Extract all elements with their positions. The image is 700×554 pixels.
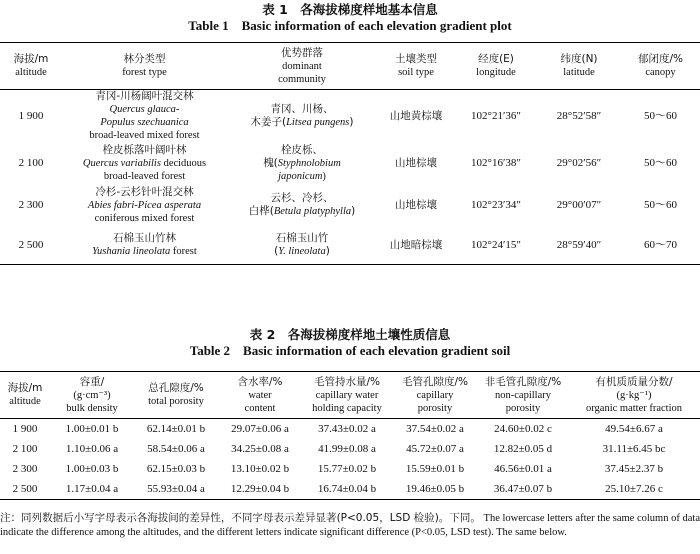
bulk-density-cell: 1.00±0.03 b — [65, 462, 119, 475]
total-porosity-cell: 62.15±0.03 b — [146, 462, 206, 475]
forest-type-cell: 栓皮栎落叶阔叶林 Quercus variabilis deciduous broad-leaved forest — [82, 143, 207, 182]
canopy-cell: 50～60 — [644, 198, 677, 211]
table-row — [0, 226, 700, 265]
organic-matter-cell: 31.11±6.45 bc — [602, 442, 666, 455]
table-row — [0, 142, 700, 184]
forest-type-cell: 冷杉-云杉针叶混交林 Abies fabri-Picea asperata coniferous mixed forest — [87, 185, 202, 224]
capillary-water-cell: 37.43±0.02 a — [318, 422, 376, 435]
table-row — [0, 439, 700, 459]
table1-header-community: 优势群落 dominant community — [227, 43, 377, 90]
table-row — [0, 479, 700, 500]
table1-caption-en: Table 1 Basic information of each elevation gradient plot — [188, 18, 512, 33]
table2-header-capillary-water: 毛管持水量/% capillary water holding capacity — [302, 372, 392, 419]
table1-caption-cn: 表 1 各海拔梯度样地基本信息 — [262, 2, 438, 17]
total-porosity-cell: 58.54±0.06 a — [147, 442, 205, 455]
latitude-cell: 29°02′56″ — [556, 156, 602, 169]
table2-caption — [0, 327, 700, 359]
table2-header-row — [0, 372, 700, 419]
noncapillary-porosity-cell: 46.56±0.01 a — [494, 462, 552, 475]
capillary-porosity-cell: 19.46±0.05 b — [392, 479, 478, 500]
water-content-cell: 34.25±0.08 a — [231, 442, 289, 455]
altitude-cell: 2 100 — [18, 156, 44, 169]
total-porosity-cell: 55.93±0.04 a — [134, 479, 218, 500]
table1-header-longitude: 经度(E) longitude — [455, 43, 537, 90]
noncapillary-porosity-cell: 24.60±0.02 c — [494, 422, 552, 435]
table2-header-water-content: 含水率/% water content — [218, 372, 302, 419]
table2-header-altitude: 海拔/m altitude — [0, 372, 50, 419]
capillary-water-cell: 41.99±0.08 a — [318, 442, 376, 455]
table2-caption-cn: 表 2 各海拔梯度样地土壤性质信息 — [249, 327, 451, 342]
table1-header-altitude: 海拔/m altitude — [0, 43, 62, 90]
altitude-cell: 2 300 — [12, 462, 38, 475]
capillary-water-cell: 16.74±0.04 b — [302, 479, 392, 500]
table1-caption — [0, 2, 700, 34]
table1-header-forest-type: 林分类型 forest type — [62, 43, 227, 90]
soil-cell: 山地棕壤 — [395, 156, 437, 169]
table1-header-soil-type: 土壤类型 soil type — [377, 43, 455, 90]
canopy-cell: 50～60 — [644, 156, 677, 169]
table1 — [0, 42, 700, 265]
soil-cell: 山地暗棕壤 — [377, 226, 455, 265]
bulk-density-cell: 1.00±0.01 b — [65, 422, 119, 435]
longitude-cell: 102°21′36″ — [471, 109, 521, 122]
capillary-water-cell: 15.77±0.02 b — [317, 462, 377, 475]
altitude-cell: 2 500 — [0, 226, 62, 265]
altitude-cell: 2 100 — [12, 442, 38, 455]
table-row — [0, 419, 700, 440]
forest-type-cell: 石棉玉山竹林 Yushania lineolata forest — [62, 226, 227, 265]
latitude-cell: 29°00′07″ — [556, 198, 602, 211]
table2 — [0, 371, 700, 500]
longitude-cell: 102°24′15″ — [455, 226, 537, 265]
canopy-cell: 60～70 — [621, 226, 700, 265]
altitude-cell: 1 900 — [12, 422, 38, 435]
soil-cell: 山地黄棕壤 — [389, 109, 443, 122]
table1-header-row — [0, 43, 700, 90]
community-cell: 石棉玉山竹 (Y. lineolata) — [227, 226, 377, 265]
table-row — [0, 459, 700, 479]
table2-header-bulk-density: 容重/ (g·cm⁻³) bulk density — [50, 372, 134, 419]
capillary-porosity-cell: 15.59±0.01 b — [405, 462, 465, 475]
altitude-cell: 1 900 — [18, 109, 44, 122]
community-cell: 云杉、冷杉、 白桦(Betula platyphylla) — [248, 192, 356, 217]
noncapillary-porosity-cell: 36.47±0.07 b — [478, 479, 568, 500]
capillary-porosity-cell: 45.72±0.07 a — [406, 442, 464, 455]
table2-header-noncapillary-porosity: 非毛管孔隙度/% non-capillary porosity — [478, 372, 568, 419]
longitude-cell: 102°16′38″ — [471, 156, 521, 169]
table2-caption-en: Table 2 Basic information of each elevation gradient soil — [189, 343, 511, 358]
canopy-cell: 50～60 — [644, 109, 677, 122]
altitude-cell: 2 500 — [0, 479, 50, 500]
bulk-density-cell: 1.10±0.06 a — [65, 442, 119, 455]
forest-type-cell: 青冈-川杨阔叶混交林 Quercus glauca- Populus szechuanica broad-leaved mixed forest — [89, 90, 200, 141]
organic-matter-cell: 37.45±2.37 b — [604, 462, 664, 475]
soil-cell: 山地棕壤 — [395, 198, 437, 211]
table1-header-canopy: 郁闭度/% canopy — [621, 43, 700, 90]
footnote-cn: 注：同列数据后小写字母表示各海拔间的差异性，不同字母表示差异显著(P<0.05，LSD 检验)。下同。 — [0, 512, 481, 524]
table2-header-organic-matter: 有机质质量分数/ (g·kg⁻¹) organic matter fraction — [568, 372, 700, 419]
community-cell: 栓皮栎、 槐(Styphnolobium japonicum) — [263, 143, 341, 182]
table-row — [0, 90, 700, 143]
table-row — [0, 184, 700, 226]
altitude-cell: 2 300 — [18, 198, 44, 211]
table1-header-latitude: 纬度(N) latitude — [537, 43, 621, 90]
water-content-cell: 13.10±0.02 b — [230, 462, 290, 475]
total-porosity-cell: 62.14±0.01 b — [146, 422, 206, 435]
latitude-cell: 28°52′58″ — [556, 109, 602, 122]
organic-matter-cell: 49.54±6.67 a — [605, 422, 663, 435]
bulk-density-cell: 1.17±0.04 a — [50, 479, 134, 500]
water-content-cell: 12.29±0.04 b — [218, 479, 302, 500]
capillary-porosity-cell: 37.54±0.02 a — [406, 422, 464, 435]
table-footnote — [0, 511, 700, 540]
noncapillary-porosity-cell: 12.82±0.05 d — [493, 442, 553, 455]
longitude-cell: 102°23′34″ — [471, 198, 521, 211]
table2-header-total-porosity: 总孔隙度/% total porosity — [134, 372, 218, 419]
water-content-cell: 29.07±0.06 a — [231, 422, 289, 435]
latitude-cell: 28°59′40″ — [537, 226, 621, 265]
organic-matter-cell: 25.10±7.26 c — [568, 479, 700, 500]
table2-header-capillary-porosity: 毛管孔隙度/% capillary porosity — [392, 372, 478, 419]
footnote-en: The lowercase letters after the same column of data indicate the difference among the altitudes, and the different letters indicate significant difference (P<0.05, LSD test). The same below. — [0, 513, 700, 538]
community-cell: 青冈、川杨、 木姜子(Litsea pungens) — [250, 103, 354, 128]
